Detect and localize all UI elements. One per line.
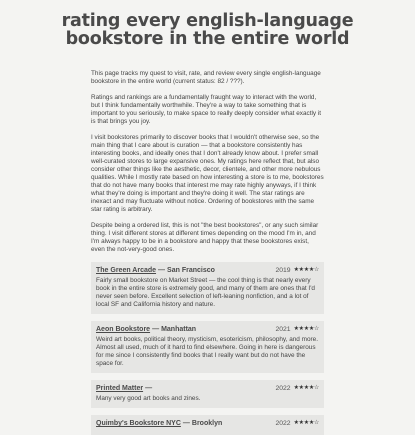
star-rating: ★★★★☆ — [293, 267, 319, 273]
star-rating: ★★★★☆ — [293, 420, 319, 426]
bookstore-card — [91, 380, 324, 408]
intro-paragraph: I visit bookstores primarily to discover books that I wouldn't otherwise see, so the main thing that I care about is curation — that a bookstore consistently has interesting books, and ideally ones that I don't already know about. I prefer small well-curated stores to large expansive ones. My ratings here reflect that, but also consider other things like the aesthetic, decor, clientele, and other more nebulous qualities. While I mostly rate based on how interesting a store is to me, bookstores that do not have many books that interest me may rate highly anyways, if I think what they're doing is important and they're doing it well. The star ratings are inexact and may fluctuate without notice. Ordering of bookstores with the same star rating is arbitrary. — [91, 134, 324, 213]
bookstore-location: Manhattan — [161, 326, 197, 333]
bookstore-location: Brooklyn — [191, 420, 223, 427]
separator: — — [158, 267, 166, 274]
bookstore-card — [91, 262, 324, 314]
page — [0, 12, 415, 427]
bookstore-link[interactable]: The Green Arcade — [96, 267, 157, 274]
bookstore-location: San Francisco — [167, 267, 215, 274]
bookstore-description: Many very good art books and zines. — [96, 395, 201, 402]
star-rating: ★★★★☆ — [293, 326, 319, 332]
bookstore-card — [91, 415, 324, 435]
bookstore-card — [91, 321, 324, 373]
bookstore-card-header — [96, 266, 319, 275]
bookstore-link[interactable]: Printed Matter — [96, 385, 144, 392]
bookstore-card-header — [96, 419, 319, 428]
star-rating: ★★★★☆ — [293, 385, 319, 391]
bookstore-card-header — [96, 325, 319, 334]
visit-year: 2019 — [275, 267, 291, 274]
bookstore-link[interactable]: Aeon Bookstore — [96, 326, 151, 333]
intro-paragraph: Despite being a ordered list, this is not "the best bookstores", or any such similar thing. I visit different stores at different times depending on the mood I'm in, and I'm always happy to be in a bookstore and happy that these bookstores exist, even the not-very-good ones. — [91, 222, 319, 253]
separator: — — [145, 385, 153, 392]
separator: — — [152, 326, 160, 333]
visit-year: 2022 — [275, 420, 291, 427]
intro-paragraph: This page tracks my quest to visit, rate, and review every single english-language bookstore in the entire world (current status: 82 / ???). — [91, 70, 321, 85]
visit-year: 2022 — [275, 385, 291, 392]
page-title: rating every english-language bookstore in the entire world — [61, 11, 354, 49]
intro-paragraph: Ratings and rankings are a fundamentally fraught way to interact with the world, but I think fundamentally worthwhile. They're a way to take something that is important to you seriously, to make space to really deeply consider what exactly it is that brings you joy. — [91, 94, 322, 125]
bookstore-description: Fairly small bookstore on Market Street — the cool thing is that nearly every book in the entire store is extremely good, and many of them are ones that I'd never seen before. Excellent selection of left-leaning nonfiction, and a lot of local SF and California history and nature. — [96, 277, 315, 308]
bookstore-description: Weird art books, political theory, mysticism, esotericism, philosophy, and more. Almost all used, much of it hard to find elsewhere. Going in here is dangerous for me since I consistently find books that I really want but do not have the space for. — [96, 336, 318, 367]
main-content — [91, 70, 324, 435]
visit-year: 2021 — [275, 326, 291, 333]
separator: — — [182, 420, 190, 427]
intro — [91, 70, 324, 254]
bookstore-card-header — [96, 384, 319, 393]
bookstore-link[interactable]: Quimby's Bookstore NYC — [96, 420, 181, 427]
